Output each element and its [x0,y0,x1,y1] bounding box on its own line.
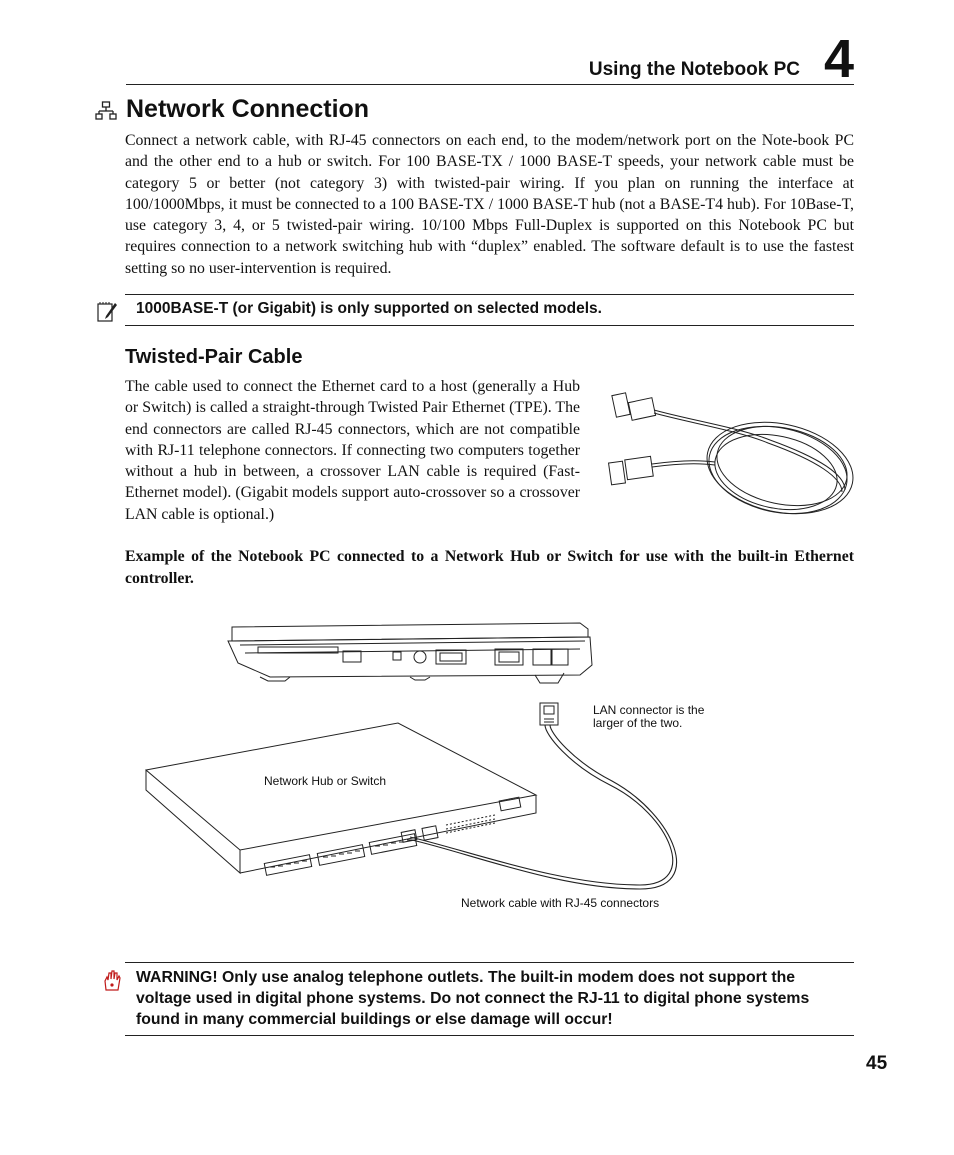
notebook-side-view [228,623,592,683]
cable-illustration [600,380,862,530]
warning-hand-icon [102,970,122,992]
warning-text: WARNING! Only use analog telephone outlets. The built-in modem does not support the voltage used in digital phone systems. Do not connect the RJ-11 to digital phone systems found in many commercial buildings or else damage will occur! [136,969,810,1028]
cable-label: Network cable with RJ-45 connectors [461,896,660,910]
chapter-header [126,29,854,89]
note-pad-icon [96,301,118,323]
note-box [125,294,854,326]
page-number: 45 [866,1053,888,1074]
example-caption: Example of the Notebook PC connected to a Network Hub or Switch for use with the built-in Ethernet controller. [125,548,854,587]
network-icon [95,101,117,121]
hub-label: Network Hub or Switch [264,774,387,788]
intro-paragraph: Connect a network cable, with RJ-45 connectors on each end, to the modem/network port on the Note-book PC and the other end to a hub or switch. For 100 BASE-TX / 1000 BASE-T speeds, your network cable must be category 5 or better (not category 3) with twisted-pair wiring. If you plan on running the interface at 100/1000Mbps, it must be connected to a 100 BASE-TX / 1000 BASE-T hub (not a BASE-T4 hub). For 10Base-T, use category 3, 4, or 5 twisted-pair wiring. 10/100 Mbps Full-Duplex is supported on this Notebook PC but requires connection to a network switching hub with “duplex” enabled. The software default is to use the fastest setting so no user-intervention is required. [125,132,854,277]
chapter-number: 4 [823,29,854,89]
hub-illustration [146,723,536,875]
warning-box [125,962,854,1036]
section-title: Network Connection [126,95,370,123]
subsection-title: Twisted-Pair Cable [125,346,303,368]
note-text: 1000BASE-T (or Gigabit) is only supported on selected models. [136,300,602,317]
twisted-pair-paragraph: The cable used to connect the Ethernet card to a host (generally a Hub or Switch) is called a straight-through Twisted Pair Ethernet (TPE). The end connectors are called RJ-45 connectors, which are not compatible with RJ-11 telephone connectors. If connecting two computers together without a hub in between, a crossover LAN cable is required (Fast-Ethernet model). (Gigabit models support auto-crossover so a crossover LAN cable is optional.) [125,378,580,523]
lan-connector-label: LAN connector is the larger of the two. [593,703,705,730]
chapter-title: Using the Notebook PC [588,59,800,80]
network-diagram [140,615,730,915]
rj45-plug [540,703,558,725]
